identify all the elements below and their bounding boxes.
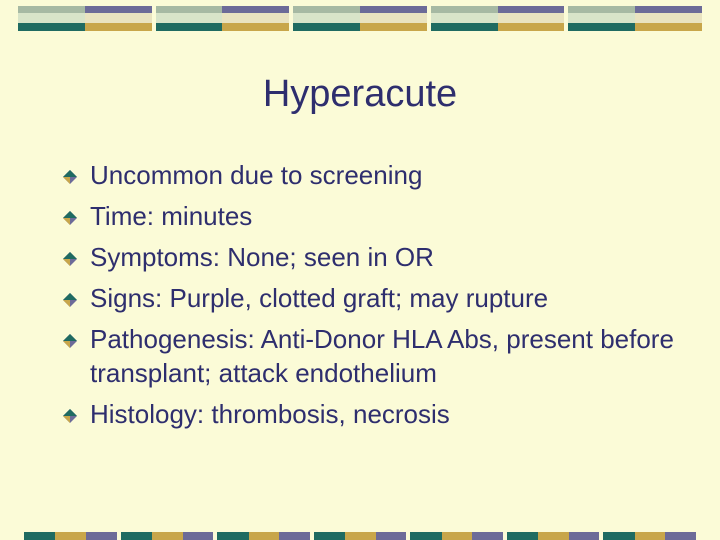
diamond-bullet-icon: [62, 333, 78, 349]
band-segment: [156, 6, 290, 32]
top-decorative-band: [18, 6, 702, 32]
bullet-text: Uncommon due to screening: [90, 160, 423, 190]
bullet-item: [60, 322, 700, 390]
band-segment: [217, 532, 310, 540]
bullet-text: Signs: Purple, clotted graft; may rupture: [90, 283, 549, 313]
bullet-item: [60, 199, 700, 233]
band-segment: [18, 6, 152, 32]
slide-title: Hyperacute: [262, 73, 458, 115]
diamond-bullet-icon: [62, 169, 78, 185]
band-segment: [431, 6, 565, 32]
bullet-text: Histology: thrombosis, necrosis: [90, 399, 450, 429]
band-segment: [507, 532, 600, 540]
bullet-item: [60, 397, 700, 431]
diamond-bullet-icon: [62, 292, 78, 308]
band-segment: [24, 532, 117, 540]
band-segment: [314, 532, 407, 540]
bullet-text: Symptoms: None; seen in OR: [90, 242, 434, 272]
bullet-text: Time: minutes: [90, 201, 253, 231]
band-segment: [293, 6, 427, 32]
bullet-item: [60, 240, 700, 274]
band-segment: [603, 532, 696, 540]
diamond-bullet-icon: [62, 408, 78, 424]
bottom-decorative-band: [24, 532, 696, 540]
band-segment: [568, 6, 702, 32]
diamond-bullet-icon: [62, 210, 78, 226]
bullet-item: [60, 158, 700, 192]
band-segment: [121, 532, 214, 540]
bullet-list: [60, 158, 700, 438]
diamond-bullet-icon: [62, 251, 78, 267]
bullet-text: Pathogenesis: Anti-Donor HLA Abs, present before transplant; attack endothelium: [90, 324, 674, 388]
band-segment: [410, 532, 503, 540]
bullet-item: [60, 281, 700, 315]
